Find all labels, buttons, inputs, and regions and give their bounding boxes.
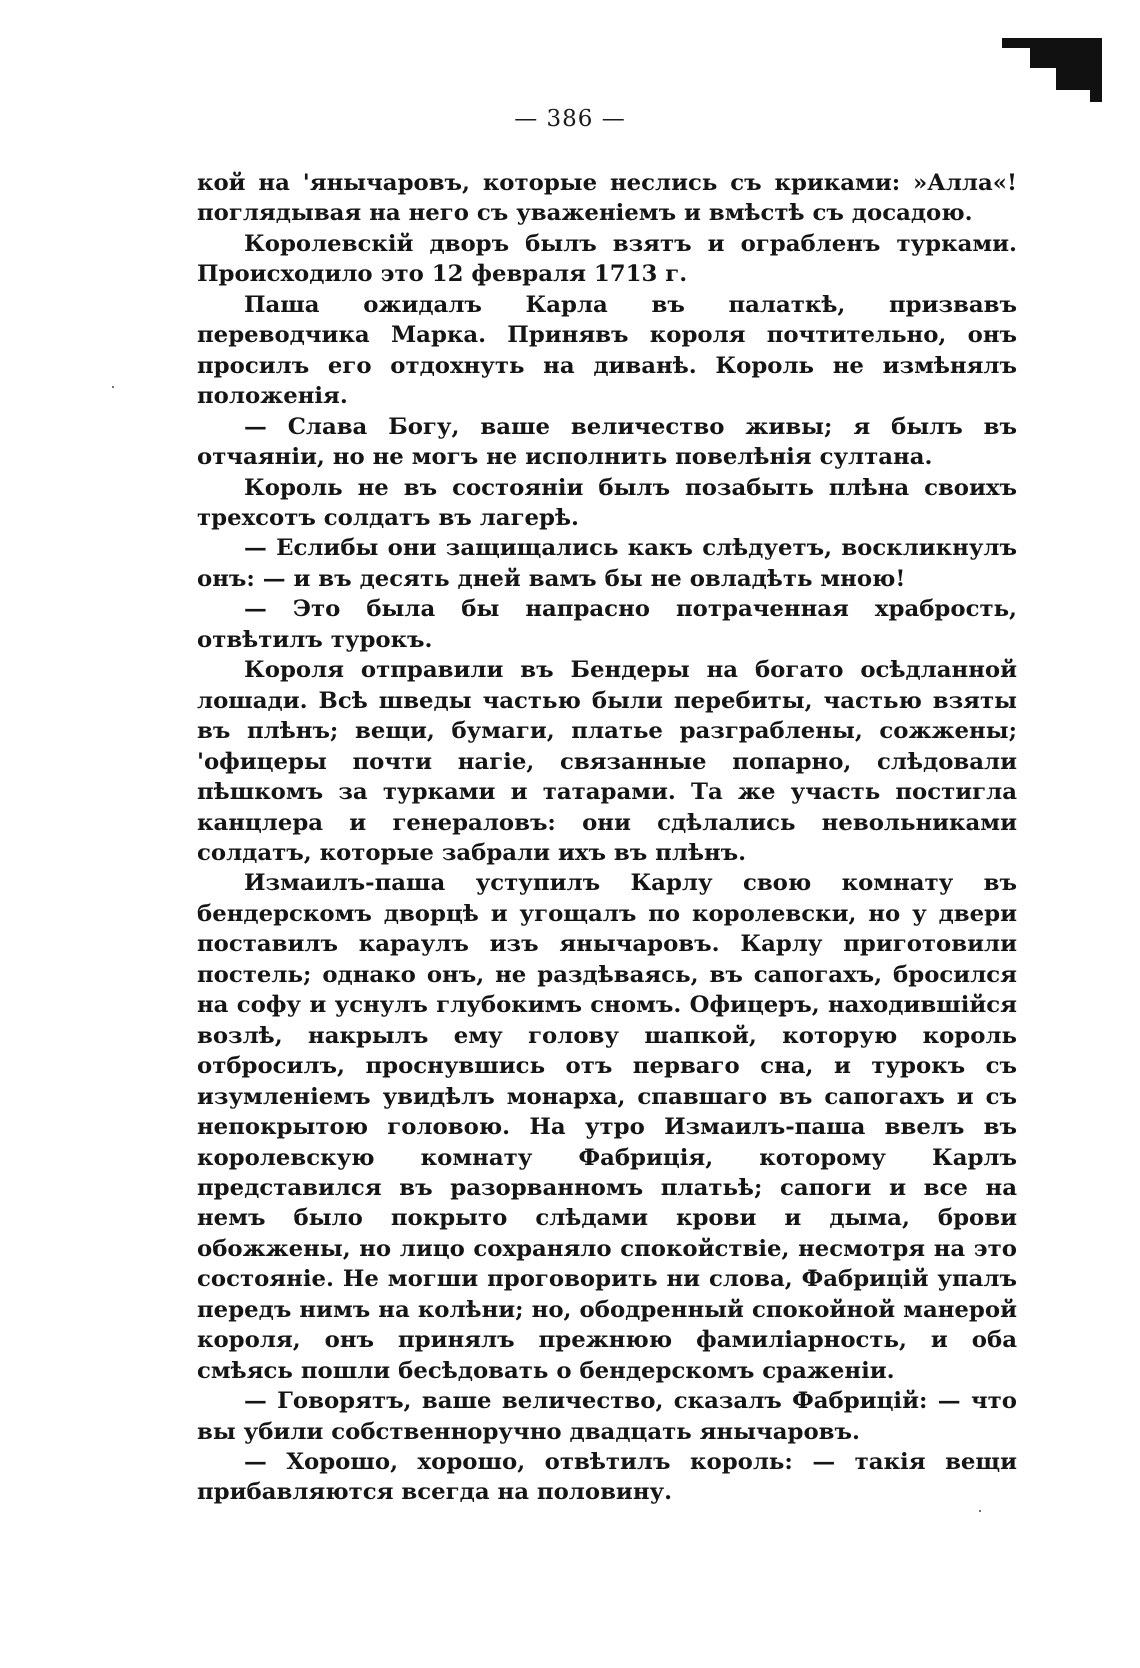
paragraph: кой на 'янычаровъ, которые неслись съ криками: »Алла«! поглядывая на него съ уваженіемъ и вмѣстѣ съ досадою.	[197, 170, 1017, 227]
paragraph: — Это была бы напрасно потраченная храбрость, отвѣтилъ турокъ.	[197, 596, 1017, 653]
page-text	[197, 168, 1017, 1508]
paragraph: Измаилъ-паша уступилъ Карлу свою комнату въ бендерскомъ дворцѣ и угощалъ по королевски, но у двери поставилъ караулъ изъ янычаровъ. Карлу приготовили постель; однако онъ, не раздѣваясь, въ сапогахъ, бросился на софу и уснулъ глубокимъ сномъ. Офицеръ, находившійся возлѣ, накрылъ ему голову шапкой, которую король отбросилъ, проснувшись отъ перваго сна, и турокъ съ изумленіемъ увидѣлъ монарха, спавшаго въ сапогахъ и съ непокрытою головою. На утро Измаилъ-паша ввелъ въ королевскую комнату Фабриція, которому Карлъ представился въ разорванномъ платьѣ; сапоги и все на немъ было покрыто слѣдами крови и дыма, брови обожжены, но лицо сохраняло спокойствіе, несмотря на это состояніе. Не могши проговорить ни слова, Фабрицій упалъ передъ нимъ на колѣни; но, ободренный спокойной манерой короля, онъ принялъ прежнюю фамиліарность, и оба смѣясь пошли бесѣдовать о бендерскомъ сраженіи.	[197, 870, 1017, 1384]
paragraph: — Говорятъ, ваше величество, сказалъ Фабрицій: — что вы убили собственноручно двадцать янычаровъ.	[197, 1388, 1017, 1445]
paragraph: Королевскій дворъ былъ взятъ и ограбленъ турками. Происходило это 12 февраля 1713 г.	[197, 230, 1017, 288]
paragraph: — Еслибы они защищались какъ слѣдуетъ, воскликнулъ онъ: — и въ десять дней вамъ бы не овладѣть мною!	[197, 535, 1017, 592]
paragraph: Король не въ состояніи былъ позабыть плѣна своихъ трехсотъ солдатъ въ лагерѣ.	[197, 474, 1017, 531]
paragraph: — Слава Богу, ваше величество живы; я былъ въ отчаяніи, но не могъ не исполнить повелѣнія султана.	[197, 413, 1017, 471]
scan-speck	[979, 1510, 981, 1512]
paragraph: — Хорошо, хорошо, отвѣтилъ король: — такія вещи прибавляются всегда на половину.	[197, 1449, 1017, 1506]
page-number: — 386 —	[514, 106, 626, 132]
paragraph: Паша ожидалъ Карла въ палаткѣ, призвавъ переводчика Марка. Принявъ короля почтительно, онъ просилъ его отдохнуть на диванѣ. Король не измѣнялъ положенія.	[197, 291, 1017, 410]
paragraph: Короля отправили въ Бендеры на богато осѣдланной лошади. Всѣ шведы частью были перебиты, частью взяты въ плѣнъ; вещи, бумаги, платье разграблены, сожжены; 'офицеры почти нагіе, связанные попарно, слѣдовали пѣшкомъ за турками и татарами. Та же участь постигла канцлера и генераловъ: они сдѣлались невольниками солдатъ, которые забрали ихъ въ плѣнъ.	[197, 657, 1017, 866]
scan-speck	[112, 386, 114, 388]
